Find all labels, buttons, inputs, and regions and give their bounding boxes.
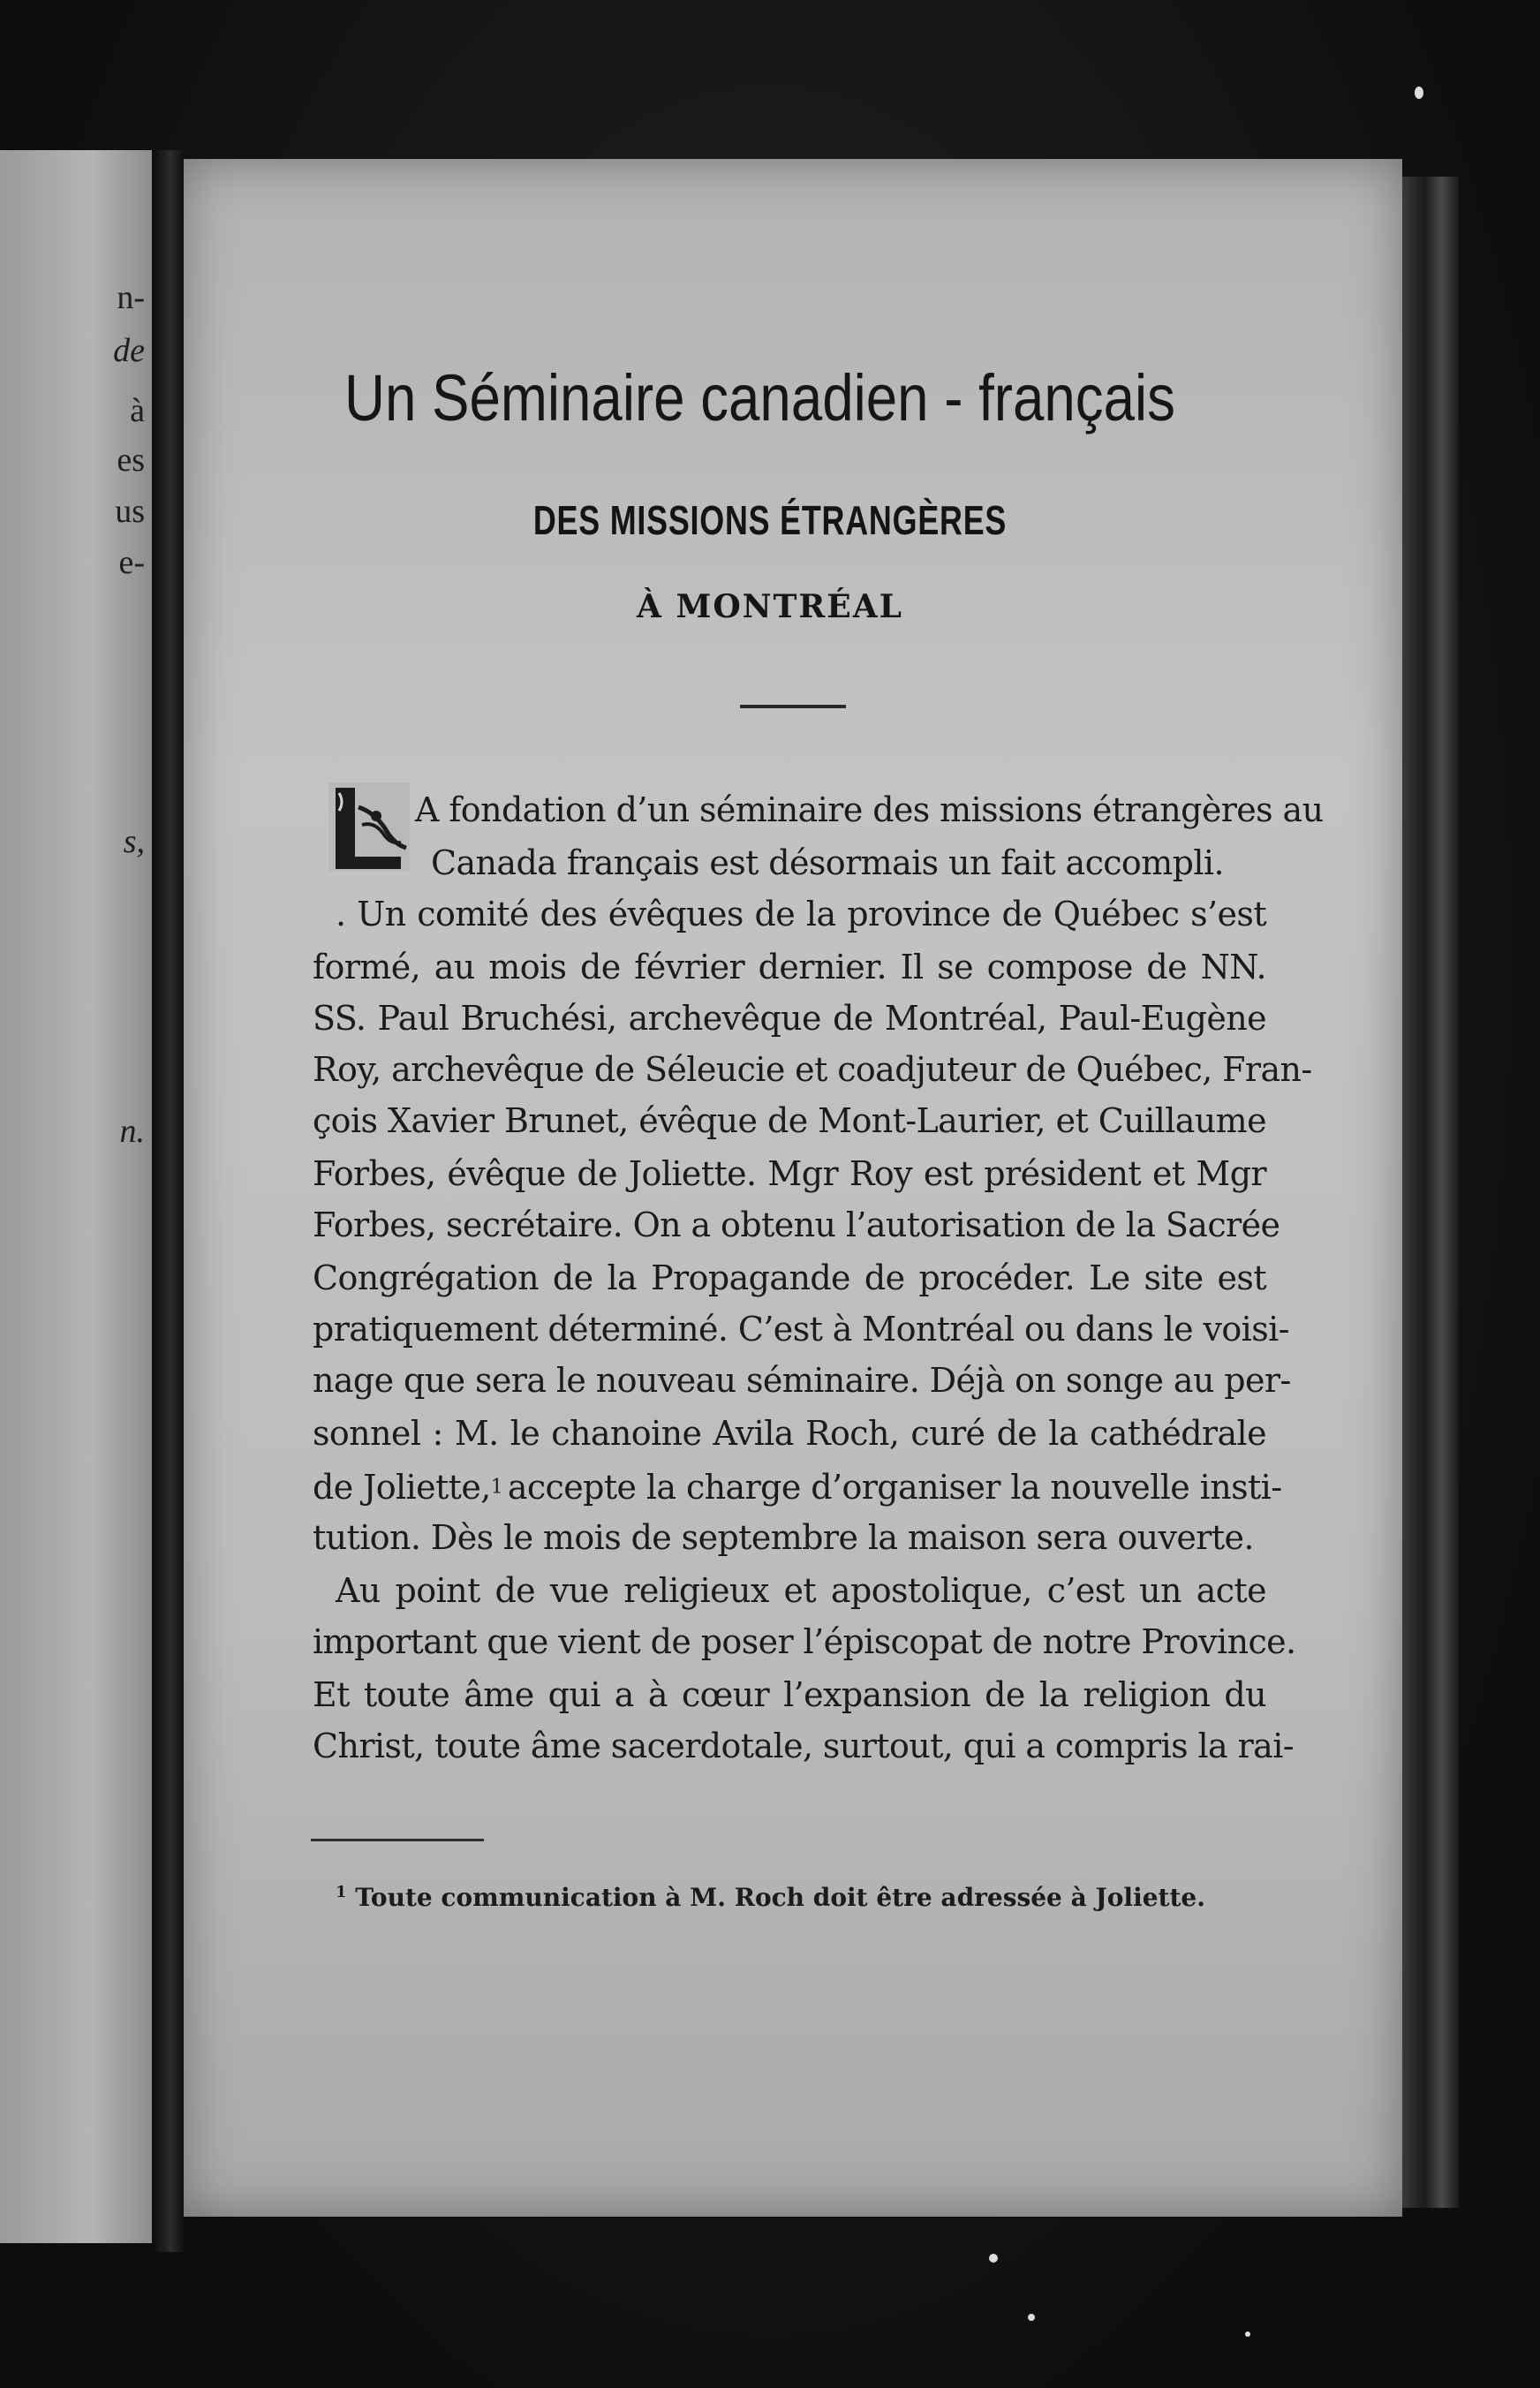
footnote-reference: 1: [490, 1476, 503, 1499]
body-line: SS. Paul Bruchési, archevêque de Montréal, Paul-Eugène: [313, 999, 1266, 1038]
body-line: sonnel : M. le chanoine Avila Roch, curé de la cathédrale: [313, 1414, 1266, 1453]
page-title: Un Séminaire canadien - français: [344, 361, 1175, 435]
title-divider: [740, 705, 846, 708]
left-page-fragment: à: [130, 392, 145, 429]
left-page-fragment: de: [113, 332, 145, 369]
body-line: nage que sera le nouveau séminaire. Déjà on songe au per-: [313, 1361, 1291, 1400]
body-line: pratiquement déterminé. C’est à Montréal ou dans le voisi-: [313, 1310, 1289, 1349]
book-gutter: [152, 150, 184, 2252]
body-line: A fondation d’un séminaire des missions étrangères au: [415, 790, 1324, 829]
left-page-fragment: n-: [117, 279, 145, 316]
body-line-with-note: [313, 1468, 1282, 1507]
footnote: [336, 1883, 1205, 1912]
body-line: Au point de vue religieux et apostolique, c’est un acte: [336, 1571, 1266, 1610]
body-line: Congrégation de la Propagande de procéder. Le site est: [313, 1258, 1266, 1297]
page-edge: [1402, 177, 1459, 2208]
left-facing-page: [0, 150, 152, 2243]
body-line: Forbes, secrétaire. On a obtenu l’autorisation de la Sacrée: [313, 1205, 1280, 1244]
footnote-text: Toute communication à M. Roch doit être adressée à Joliette.: [355, 1883, 1205, 1912]
body-line: . Un comité des évêques de la province de Québec s’est: [336, 895, 1266, 933]
left-page-fragment: us: [115, 493, 145, 530]
dust-speck: [989, 2254, 998, 2263]
left-page-fragment: e-: [118, 544, 145, 581]
footnote-mark: 1: [336, 1883, 347, 1901]
decorative-dropcap: [327, 781, 411, 873]
left-page-fragment: es: [117, 442, 145, 479]
body-line: important que vient de poser l’épiscopat de notre Province.: [313, 1622, 1296, 1661]
body-line: Christ, toute âme sacerdotale, surtout, qui a compris la rai-: [313, 1727, 1295, 1765]
body-line: tution. Dès le mois de septembre la maison sera ouverte.: [313, 1518, 1254, 1557]
dust-speck: [1028, 2314, 1035, 2321]
left-page-fragment: n.: [119, 1113, 145, 1150]
body-line-part: accepte la charge d’organiser la nouvelle insti-: [507, 1468, 1282, 1507]
dust-speck: [1415, 87, 1423, 99]
page-subtitle: DES MISSIONS ÉTRANGÈRES: [532, 497, 1008, 543]
dust-speck: [1245, 2331, 1250, 2337]
body-line-part: de Joliette,: [313, 1468, 491, 1507]
body-line: Forbes, évêque de Joliette. Mgr Roy est président et Mgr: [313, 1154, 1266, 1193]
body-line: Canada français est désormais un fait accompli.: [431, 843, 1224, 882]
body-line: Et toute âme qui a à cœur l’expansion de la religion du: [313, 1675, 1266, 1714]
page-place: À MONTRÉAL: [637, 588, 903, 625]
body-line: çois Xavier Brunet, évêque de Mont-Laurier, et Cuillaume: [313, 1101, 1266, 1140]
body-line: Roy, archevêque de Séleucie et coadjuteur de Québec, Fran-: [313, 1050, 1312, 1089]
body-line: formé, au mois de février dernier. Il se compose de NN.: [313, 948, 1266, 986]
footnote-divider: [311, 1839, 484, 1841]
left-page-fragment: s,: [123, 823, 145, 860]
